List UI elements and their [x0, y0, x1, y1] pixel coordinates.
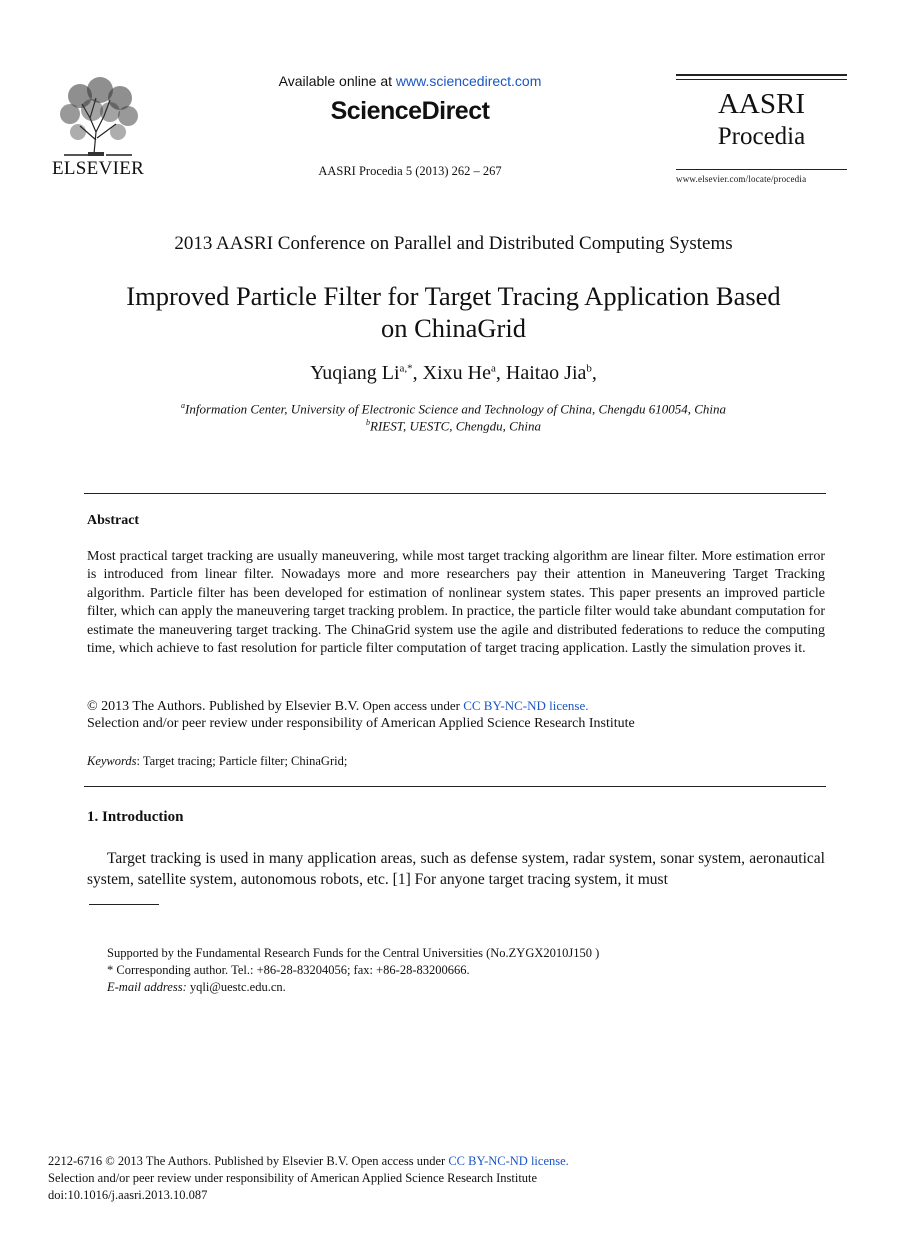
affiliation-mark: a — [181, 401, 185, 410]
license-link[interactable]: CC BY-NC-ND license. — [463, 698, 589, 713]
title-line-1: Improved Particle Filter for Target Tracing Application Based — [126, 281, 781, 311]
conference-name: 2013 AASRI Conference on Parallel and Distributed Computing Systems — [174, 233, 733, 254]
footnote-corresponding-author: * Corresponding author. Tel.: +86-28-83204056; fax: +86-28-83200666. — [107, 963, 470, 977]
author-name: Haitao Jia — [505, 362, 587, 384]
journal-name: AASRI — [717, 88, 805, 120]
affiliation-text: Information Center, University of Electronic Science and Technology of China, Chengdu 610054, China — [185, 401, 726, 417]
sciencedirect-brand: ScienceDirect — [330, 97, 490, 125]
footnote-email — [107, 980, 286, 995]
email-label: E-mail address: — [107, 980, 187, 994]
title-line-2: on ChinaGrid — [381, 313, 526, 343]
sciencedirect-link[interactable]: www.sciencedirect.com — [395, 73, 542, 89]
author-affiliation-mark: a — [490, 362, 496, 375]
keywords-list: : Target tracing; Particle filter; ChinaGrid; — [136, 754, 348, 768]
author-name: Yuqiang Li — [310, 362, 400, 384]
footnote-rule — [89, 904, 159, 905]
journal-url[interactable]: www.elsevier.com/locate/procedia — [676, 174, 807, 184]
aasri-top-rule-thin — [676, 79, 847, 80]
journal-subtitle: Procedia — [717, 123, 806, 150]
abstract-body: Most practical target tracking are usually maneuvering, while most target tracking algorithm are linear filter. More estimation error is introduced from linear filter. Nowadays more and more researchers pay their attention in Maneuvering Target Tracking algorithm. Particle filter has been developed for estimation of nonlinear system states. This paper presents an improved particle filter, which can apply the maneuvering target tracking problem. In practice, the particle filter would take abundant computation for estimate the maneuvering target tracking. The ChinaGrid system use the agile and distributed federations to reduce the computing time, which achieve to fast resolution for particle filter computation of target tracing application. Lastly the simulation proves it. — [87, 549, 825, 657]
footer-peer-review: Selection and/or peer review under responsibility of American Applied Science Research Institute — [48, 1171, 538, 1185]
footer-copyright — [48, 1154, 569, 1169]
footer-license-link[interactable]: CC BY-NC-ND license. — [448, 1154, 569, 1168]
aasri-top-rule — [676, 74, 847, 76]
author-name: Xixu He — [422, 362, 491, 384]
keywords — [87, 754, 347, 769]
footnote-funding: Supported by the Fundamental Research Funds for the Central Universities (No.ZYGX2010J150 ) — [107, 946, 600, 960]
affiliation-b — [0, 418, 907, 434]
elsevier-wordmark: ELSEVIER — [52, 158, 145, 179]
author-separator: , — [412, 362, 423, 384]
peer-review-statement: Selection and/or peer review under responsibility of American Applied Science Research Institute — [87, 716, 635, 731]
open-access-text: Open access under — [359, 698, 464, 713]
affiliation-a — [0, 401, 907, 417]
abstract-heading: Abstract — [87, 513, 140, 528]
footer-doi[interactable]: doi:10.1016/j.aasri.2013.10.087 — [48, 1188, 208, 1202]
author-separator: , — [591, 362, 597, 384]
aasri-bottom-rule — [676, 169, 847, 170]
available-prefix: Available online at — [278, 73, 396, 89]
author-affiliation-mark: b — [586, 362, 592, 375]
copyright-text: © 2013 The Authors. Published by Elsevier B.V. — [87, 699, 360, 714]
abstract-top-rule — [84, 493, 826, 494]
copyright-line — [87, 698, 589, 715]
abstract-bottom-rule — [84, 786, 826, 787]
section-heading-introduction: 1. Introduction — [87, 809, 184, 825]
affiliation-mark: b — [366, 418, 371, 427]
affiliation-text: RIEST, UESTC, Chengdu, China — [370, 418, 541, 434]
author-list — [0, 362, 907, 385]
keywords-label: Keywords — [87, 754, 137, 768]
footer-copyright-text: 2212-6716 © 2013 The Authors. Published by Elsevier B.V. Open access under — [48, 1154, 449, 1168]
introduction-body: Target tracking is used in many application areas, such as defense system, radar system, sonar system, aeronautical system, satellite system, autonomous robots, etc. [1] For anyone target tracing system, it must — [87, 850, 825, 888]
email-address[interactable]: yqli@uestc.edu.cn. — [186, 980, 286, 994]
journal-reference: AASRI Procedia 5 (2013) 262 – 267 — [318, 164, 502, 178]
author-affiliation-mark: a,* — [399, 362, 413, 375]
paper-title — [80, 280, 827, 344]
author-separator: , — [495, 362, 506, 384]
